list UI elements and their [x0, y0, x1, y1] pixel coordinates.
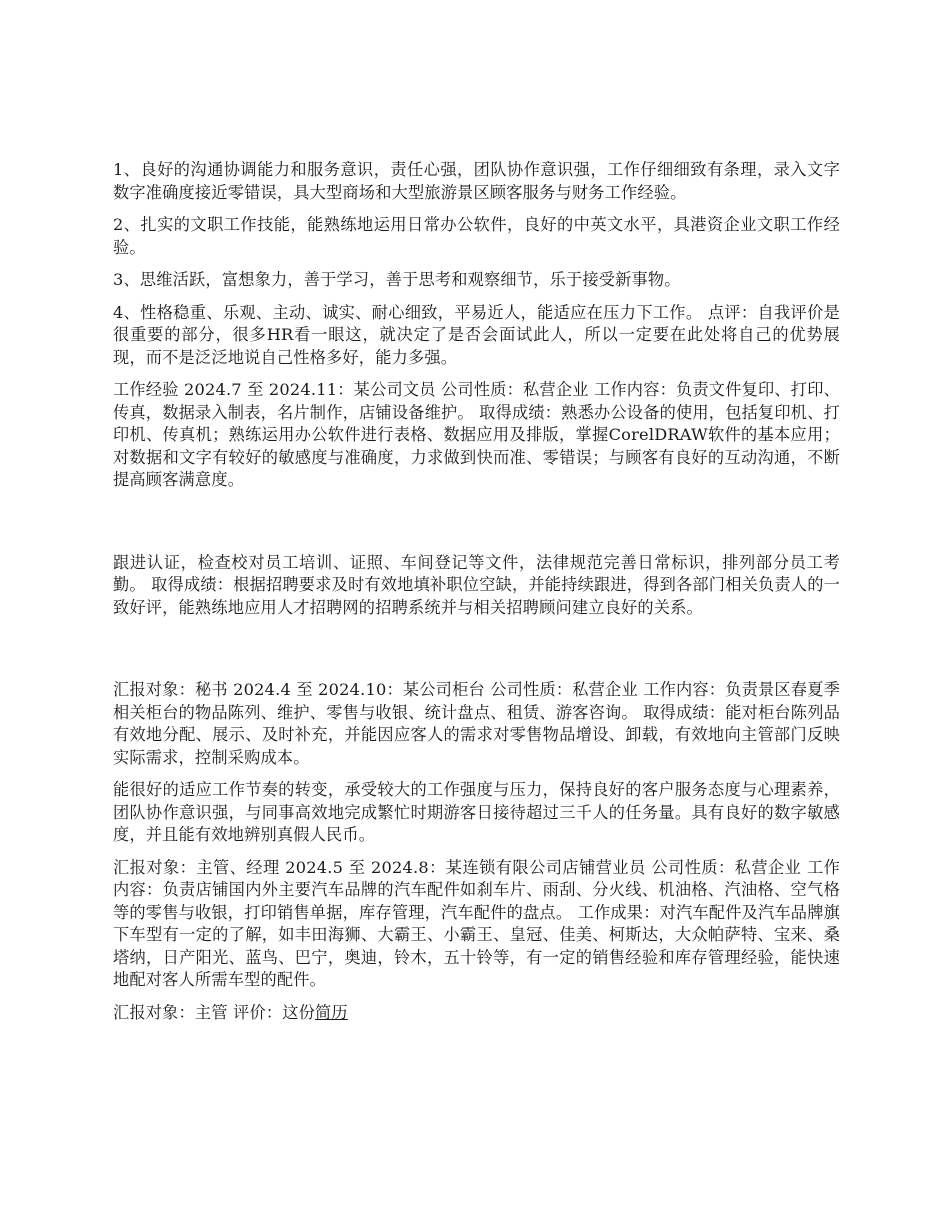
work-experience-sales: 汇报对象：主管、经理 2024.5 至 2024.8：某连锁有限公司店铺营业员 公司性质：私营企业 工作内容：负责店铺国内外主要汽车品牌的汽车配件如刹车片、雨刮、分火线、机油格、汽油格、空气格等的零售与收银，打印销售单据，库存管理，汽车配件的盘点。 工作成果：对汽车配件及汽车品牌旗下车型有一定的了解，如丰田海狮、大霸王、小霸王、皇冠、佳美、柯斯达，大众帕萨特、宝来、桑塔纳，日产阳光、蓝鸟、巴宁，奥迪，铃木，五十铃等，有一定的销售经验和库存管理经验，能快速地配对客人所需车型的配件。 — [113, 857, 840, 989]
resume-link[interactable]: 简历 — [315, 1002, 348, 1022]
work-experience-clerk: 工作经验 2024.7 至 2024.11：某公司文员 公司性质：私营企业 工作内容：负责文件复印、打印、传真，数据录入制表，名片制作，店铺设备维护。 取得成绩：熟悉办公设备的使用，包括复印机、打印机、传真机；熟练运用办公软件进行表格、数据应用及排版，掌握CorelDRAW软件的基本应用；对数据和文字有较好的敏感度与准确度，力求做到快而准、零错误；与顾客有良好的互动沟通，不断提高顾客满意度。 — [113, 380, 840, 489]
self-evaluation-item-3: 3、思维活跃，富想象力，善于学习，善于思考和观察细节，乐于接受新事物。 — [113, 270, 681, 289]
resume-document — [113, 159, 840, 1034]
report-evaluation-line — [113, 1002, 840, 1025]
self-evaluation-item-1: 1、良好的沟通协调能力和服务意识，责任心强，团队协作意识强，工作仔细细致有条理，录入文字数字准确度接近零错误，具大型商场和大型旅游景区顾客服务与财务工作经验。 — [113, 160, 840, 202]
self-evaluation-item-2: 2、扎实的文职工作技能，能熟练地运用日常办公软件，良好的中英文水平，具港资企业文职工作经验。 — [113, 215, 840, 257]
report-evaluation-text: 汇报对象：主管 评价：这份 — [113, 1002, 315, 1022]
self-evaluation-item-4: 4、性格稳重、乐观、主动、诚实、耐心细致，平易近人，能适应在压力下工作。 点评：自我评价是很重要的部分，很多HR看一眼这，就决定了是否会面试此人，所以一定要在此处将自己的优势展现，而不是泛泛地说自己性格多好，能力多强。 — [113, 302, 840, 367]
work-experience-counter-summary: 能很好的适应工作节奏的转变，承受较大的工作强度与压力，保持良好的客户服务态度与心理素养，团队协作意识强，与同事高效地完成繁忙时期游客日接待超过三千人的任务量。具有良好的数字敏感度，并且能有效地辨别真假人民币。 — [113, 780, 840, 844]
work-experience-counter: 汇报对象：秘书 2024.4 至 2024.10：某公司柜台 公司性质：私营企业 工作内容：负责景区春夏季相关柜台的物品陈列、维护、零售与收银、统计盘点、租赁、游客咨询。 取得成绩：能对柜台陈列品有效地分配、展示、及时补充，并能因应客人的需求对零售物品增设、卸载，有效地向主管部门反映实际需求，控制采购成本。 — [113, 680, 840, 767]
work-experience-hr-duties: 跟进认证，检查校对员工培训、证照、车间登记等文件，法律规范完善日常标识，排列部分员工考勤。 取得成绩：根据招聘要求及时有效地填补职位空缺，并能持续跟进，得到各部门相关负责人的一致好评，能熟练地应用人才招聘网的招聘系统并与相关招聘顾问建立良好的关系。 — [113, 552, 840, 617]
